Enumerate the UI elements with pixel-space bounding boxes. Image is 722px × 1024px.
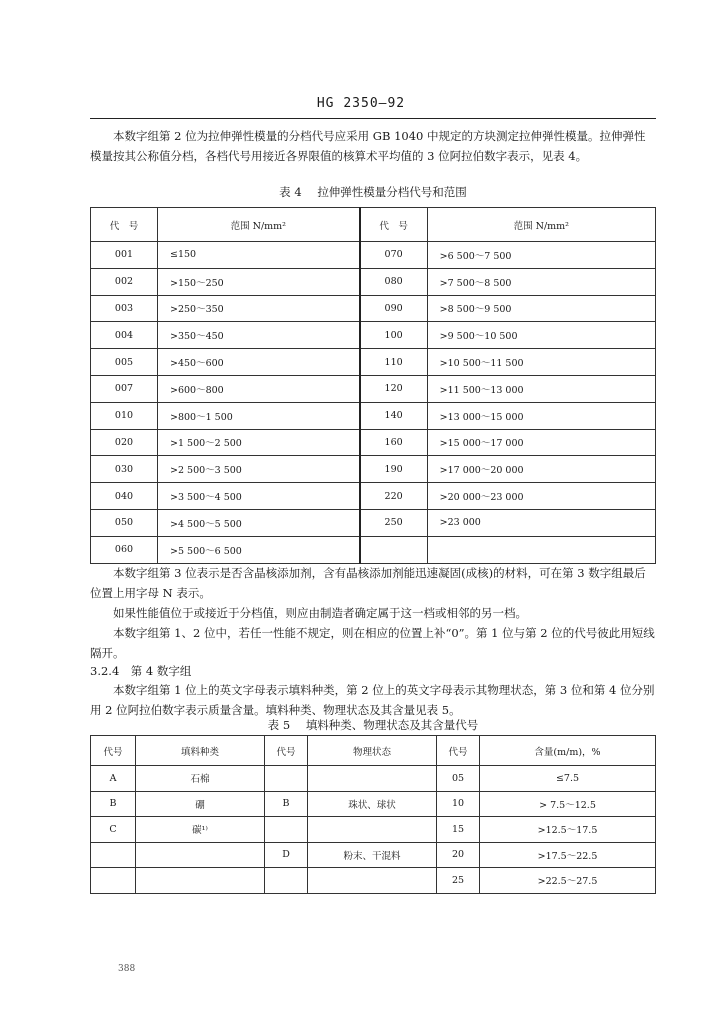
table5-header-row	[91, 736, 656, 766]
table5-state-code-cell	[265, 868, 308, 894]
table5-header-cell: 代号	[437, 736, 480, 766]
table4-code-cell: 005	[91, 349, 158, 376]
paragraph-zero-fill: 本数字组第 1、2 位中，若任一性能不规定，则在相应的位置上补“0”。第 1 位与第 2 位的代号彼此用短线隔开。	[90, 626, 655, 660]
table5-row	[91, 817, 656, 843]
paragraph-filler-intro: 本数字组第 1 位上的英文字母表示填料种类，第 2 位上的英文字母表示其物理状态，第 3 位和第 4 位分别用 2 位阿拉伯数字表示质量含量。填料种类、物理状态及其含量见表 5。	[90, 683, 655, 717]
table4-code-cell: 220	[360, 483, 428, 510]
table4-range-cell: >10 500～11 500	[427, 349, 655, 376]
table5-header-cell: 含量(m/m)，%	[480, 736, 656, 766]
table4-code-cell: 090	[360, 295, 428, 322]
table4-code-cell: 080	[360, 268, 428, 295]
table4-code-cell: 004	[91, 322, 158, 349]
table5-filler-code-cell: C	[91, 817, 136, 843]
table4-range-cell: >6 500～7 500	[427, 242, 655, 269]
table4-range-cell: >23 000	[427, 509, 655, 536]
table4-header-cell: 范围 N/mm²	[427, 208, 655, 242]
table4-code-cell: 070	[360, 242, 428, 269]
table4-range-cell: >8 500～9 500	[427, 295, 655, 322]
table5-content-code-cell: 25	[437, 868, 480, 894]
table4-range-cell: >600～800	[158, 375, 360, 402]
table5-state-cell	[308, 817, 437, 843]
table5-content-code-cell: 10	[437, 791, 480, 817]
table5-header-cell: 代号	[91, 736, 136, 766]
table4-header-cell: 代 号	[91, 208, 158, 242]
table5-row	[91, 868, 656, 894]
table4-range-cell: >20 000～23 000	[427, 483, 655, 510]
table4-header-cell: 范围 N/mm²	[158, 208, 360, 242]
table4-range-cell: >7 500～8 500	[427, 268, 655, 295]
table4-range-cell: >15 000～17 000	[427, 429, 655, 456]
table4-code-cell: 110	[360, 349, 428, 376]
table5-filler-type-cell	[136, 842, 265, 868]
table4-header-cell: 代 号	[360, 208, 428, 242]
table5-filler-codes	[90, 735, 656, 894]
table4-range-cell: >13 000～15 000	[427, 402, 655, 429]
table5-filler-code-cell: B	[91, 791, 136, 817]
section-heading-3-2-4: 3.2.4 第 4 数字组	[90, 664, 192, 678]
table4-range-cell: >3 500～4 500	[158, 483, 360, 510]
table4-caption	[90, 184, 656, 200]
table5-content-cell: >17.5～22.5	[480, 842, 656, 868]
table5-content-code-cell: 20	[437, 842, 480, 868]
table4-code-cell: 050	[91, 509, 158, 536]
table5-content-cell: ≤7.5	[480, 766, 656, 792]
table4-range-cell: >800～1 500	[158, 402, 360, 429]
table5-state-cell: 珠状、球状	[308, 791, 437, 817]
table5-state-code-cell: D	[265, 842, 308, 868]
table4-row	[91, 402, 656, 429]
table5-state-cell: 粉末、干混料	[308, 842, 437, 868]
table4-range-cell	[427, 536, 655, 563]
table4-header-row	[91, 208, 656, 242]
table4-modulus-codes	[90, 207, 656, 564]
paragraph-boundary-value: 如果性能值位于或接近于分档值，则应由制造者确定属于这一档或相邻的另一档。	[113, 606, 527, 620]
table5-state-code-cell	[265, 766, 308, 792]
table4-range-cell: >1 500～2 500	[158, 429, 360, 456]
table4-code-cell: 160	[360, 429, 428, 456]
table4-code-cell: 030	[91, 456, 158, 483]
table4-row	[91, 483, 656, 510]
page-number: 388	[118, 964, 136, 974]
table5-content-code-cell: 05	[437, 766, 480, 792]
table4-code-cell: 010	[91, 402, 158, 429]
table4-range-cell: >150～250	[158, 268, 360, 295]
table5-filler-code-cell	[91, 842, 136, 868]
paragraph-modulus-intro: 本数字组第 2 位为拉伸弹性模量的分档代号应采用 GB 1040 中规定的方块测定拉伸弹性模量。拉伸弹性模量按其公称值分档，各档代号用接近各界限值的核算术平均值的 3 位阿拉伯数字表示，见表 4。	[90, 129, 646, 163]
table4-row	[91, 295, 656, 322]
table4-code-cell: 020	[91, 429, 158, 456]
table4-range-cell: >2 500～3 500	[158, 456, 360, 483]
table4-code-cell: 003	[91, 295, 158, 322]
table5-filler-type-cell	[136, 868, 265, 894]
table4-range-cell: >450～600	[158, 349, 360, 376]
table5-header-cell: 代号	[265, 736, 308, 766]
table4-caption-number: 表 4	[279, 185, 302, 199]
paragraph-nucleating-agent: 本数字组第 3 位表示是否含晶核添加剂，含有晶核添加剂能迅速凝固(成核)的材料，可在第 3 数字组最后位置上用字母 N 表示。	[90, 566, 646, 600]
table4-caption-title: 拉伸弹性模量分档代号和范围	[317, 185, 467, 199]
table5-state-code-cell	[265, 817, 308, 843]
table5-state-code-cell: B	[265, 791, 308, 817]
header-rule	[90, 118, 656, 119]
table4-range-cell: ≤150	[158, 242, 360, 269]
table5-filler-type-cell: 石棉	[136, 766, 265, 792]
table5-content-cell: >22.5～27.5	[480, 868, 656, 894]
table5-header-cell: 填料种类	[136, 736, 265, 766]
table4-code-cell: 007	[91, 375, 158, 402]
table5-filler-code-cell: A	[91, 766, 136, 792]
table4-code-cell: 001	[91, 242, 158, 269]
table4-code-cell: 100	[360, 322, 428, 349]
table4-range-cell: >5 500～6 500	[158, 536, 360, 563]
table4-range-cell: >11 500～13 000	[427, 375, 655, 402]
table5-row	[91, 791, 656, 817]
table4-row	[91, 509, 656, 536]
table5-filler-type-cell: 碳¹⁾	[136, 817, 265, 843]
table4-row	[91, 375, 656, 402]
table5-state-cell	[308, 766, 437, 792]
table4-row	[91, 536, 656, 563]
table4-code-cell	[360, 536, 428, 563]
table5-row	[91, 842, 656, 868]
table4-code-cell: 140	[360, 402, 428, 429]
table4-row	[91, 242, 656, 269]
table4-code-cell: 190	[360, 456, 428, 483]
table4-row	[91, 268, 656, 295]
table4-row	[91, 456, 656, 483]
table5-content-cell: >12.5～17.5	[480, 817, 656, 843]
table5-caption	[90, 717, 656, 733]
table5-header-cell: 物理状态	[308, 736, 437, 766]
table5-filler-code-cell	[91, 868, 136, 894]
table5-content-code-cell: 15	[437, 817, 480, 843]
table4-code-cell: 120	[360, 375, 428, 402]
table4-row	[91, 349, 656, 376]
table4-code-cell: 250	[360, 509, 428, 536]
page-header: HG 2350—92	[316, 96, 406, 111]
table4-range-cell: >350～450	[158, 322, 360, 349]
table4-code-cell: 040	[91, 483, 158, 510]
table4-range-cell: >250～350	[158, 295, 360, 322]
table5-row	[91, 766, 656, 792]
table5-filler-type-cell: 硼	[136, 791, 265, 817]
table5-caption-title: 填料种类、物理状态及其含量代号	[305, 718, 479, 732]
table4-range-cell: >17 000～20 000	[427, 456, 655, 483]
table4-code-cell: 002	[91, 268, 158, 295]
table5-content-cell: > 7.5～12.5	[480, 791, 656, 817]
table4-range-cell: >4 500～5 500	[158, 509, 360, 536]
table4-row	[91, 429, 656, 456]
table4-row	[91, 322, 656, 349]
table4-code-cell: 060	[91, 536, 158, 563]
table5-caption-number: 表 5	[267, 718, 291, 732]
table5-state-cell	[308, 868, 437, 894]
table4-range-cell: >9 500～10 500	[427, 322, 655, 349]
